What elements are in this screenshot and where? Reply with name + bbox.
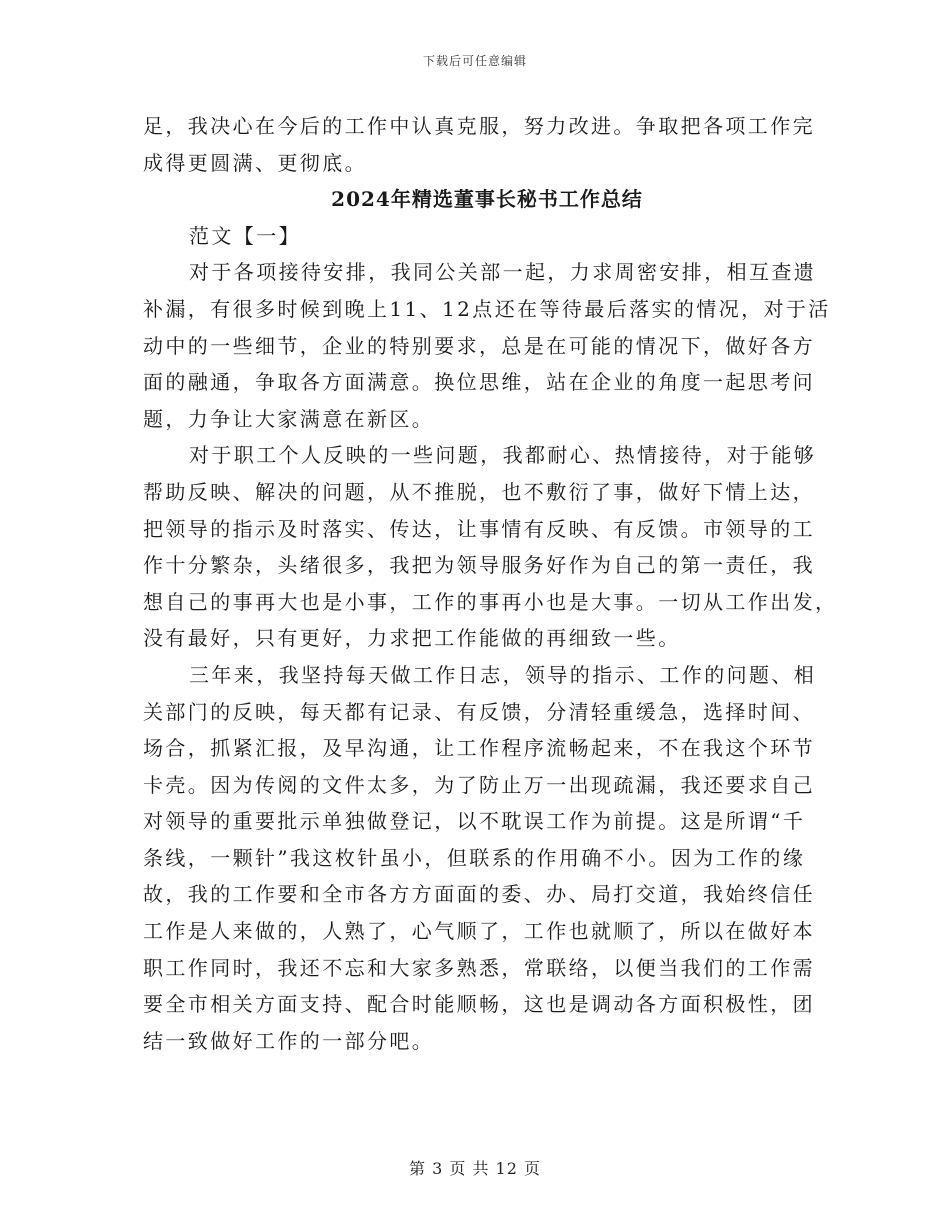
paragraph-line: 要全市相关方面支持、配合时能顺畅，这也是调动各方面积极性，团 xyxy=(143,992,815,1017)
document-body xyxy=(143,108,838,1059)
paragraph-line: 作十分繁杂，头绪很多，我把为领导服务好作为自己的第一责任，我 xyxy=(143,553,815,578)
paragraph-line: 补漏，有很多时候到晚上11、12点还在等待最后落实的情况，对于活 xyxy=(143,296,831,321)
paragraph-line: 关部门的反映，每天都有记录、有反馈，分清轻重缓急，选择时间、 xyxy=(143,699,815,724)
paragraph-line: 动中的一些细节，企业的特别要求，总是在可能的情况下，做好各方 xyxy=(143,333,815,358)
paragraph-line: 场合，抓紧汇报，及早沟通，让工作程序流畅起来，不在我这个环节 xyxy=(143,736,815,761)
paragraph-line: 想自己的事再大也是小事，工作的事再小也是大事。一切从工作出发， xyxy=(143,589,838,614)
page-number-footer: 第 3 页 共 12 页 xyxy=(409,1159,541,1178)
paragraph-line: 题，力争让大家满意在新区。 xyxy=(143,406,435,431)
paragraph-line: 故，我的工作要和全市各方方面面的委、办、局打交道，我始终信任 xyxy=(143,882,815,907)
document-title: 2024年精选董事长秘书工作总结 xyxy=(331,187,643,212)
intro-line: 足，我决心在今后的工作中认真克服，努力改进。争取把各项工作完 xyxy=(143,114,815,138)
paragraph-line: 面的融通，争取各方面满意。换位思维，站在企业的角度一起思考问 xyxy=(143,370,815,395)
paragraph-line: 条线，一颗针”我这枚针虽小，但联系的作用确不小。因为工作的缘 xyxy=(143,845,806,870)
page-header: 下载后可任意编辑 xyxy=(422,54,527,68)
paragraph-line: 三年来，我坚持每天做工作日志，领导的指示、工作的问题、相 xyxy=(189,662,817,687)
section-label: 范文【一】 xyxy=(189,223,301,248)
paragraph-line: 对于职工个人反映的一些问题，我都耐心、热情接待，对于能够 xyxy=(189,443,817,468)
paragraph-line: 对领导的重要批示单独做登记，以不耽误工作为前提。这是所谓“千 xyxy=(143,809,806,834)
paragraph-line: 帮助反映、解决的问题，从不推脱，也不敷衍了事，做好下情上达， xyxy=(143,479,815,504)
paragraph-line: 对于各项接待安排，我同公关部一起，力求周密安排，相互查遗 xyxy=(189,260,817,285)
paragraph-line: 结一致做好工作的一部分吧。 xyxy=(143,1028,435,1053)
paragraph-line: 工作是人来做的，人熟了，心气顺了，工作也就顺了，所以在做好本 xyxy=(143,919,815,944)
paragraph-line: 卡壳。因为传阅的文件太多，为了防止万一出现疏漏，我还要求自己 xyxy=(143,772,815,797)
paragraph-line: 职工作同时，我还不忘和大家多熟悉，常联络，以便当我们的工作需 xyxy=(143,955,815,980)
intro-line: 成得更圆满、更彻底。 xyxy=(143,150,367,175)
paragraph-line: 没有最好，只有更好，力求把工作能做的再细致一些。 xyxy=(143,626,681,651)
paragraph-line: 把领导的指示及时落实、传达，让事情有反映、有反馈。市领导的工 xyxy=(143,516,815,541)
